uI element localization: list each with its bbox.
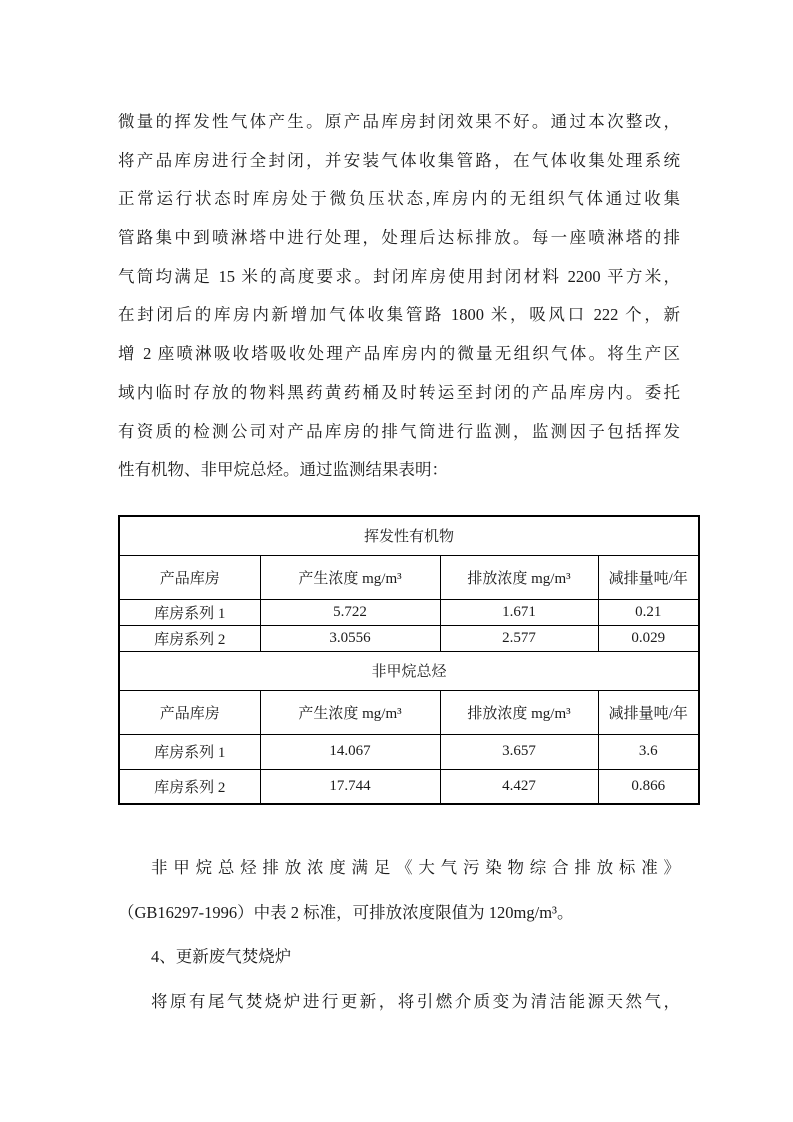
paragraph-line: 域内临时存放的物料黑药黄药桶及时转运至封闭的产品库房内。委托: [118, 382, 680, 402]
table-header-cell: 排放浓度 mg/m³: [440, 690, 598, 734]
paragraph-line: 将产品库房进行全封闭，并安装气体收集管路，在气体收集处理系统: [118, 150, 680, 170]
table-header-row: [119, 690, 699, 734]
monitoring-results-table: [118, 515, 700, 805]
table-cell: 0.21: [598, 599, 699, 625]
table-header-cell: 产品库房: [119, 555, 260, 599]
table-row: [119, 769, 699, 804]
paragraph-line: 性有机物、非甲烷总烃。通过监测结果表明：: [118, 460, 448, 480]
table-cell: 3.0556: [260, 625, 440, 651]
table-section-title-row: [119, 516, 699, 555]
paragraph-line: 增 2 座喷淋吸收塔吸收处理产品库房内的微量无组织气体。将生产区: [118, 344, 680, 364]
table-header-cell: 减排量吨/年: [598, 690, 699, 734]
table-cell: 14.067: [260, 734, 440, 769]
table-cell: 5.722: [260, 599, 440, 625]
table-cell: 3.6: [598, 734, 699, 769]
paragraph-line: 有资质的检测公司对产品库房的排气筒进行监测，监测因子包括挥发: [118, 421, 680, 441]
paragraph-line: 将原有尾气焚烧炉进行更新，将引燃介质变为清洁能源天然气，: [151, 991, 680, 1011]
table-cell: 库房系列 1: [119, 599, 260, 625]
paragraph-line: 在封闭后的库房内新增加气体收集管路 1800 米，吸风口 222 个，新: [118, 305, 680, 325]
table-cell: 库房系列 1: [119, 734, 260, 769]
paragraph-line: 非甲烷总烃排放浓度满足《大气污染物综合排放标准》: [151, 858, 680, 877]
paragraph-line: 管路集中到喷淋塔中进行处理，处理后达标排放。每一座喷淋塔的排: [118, 228, 680, 248]
table-section-title-nmhc: 非甲烷总烃: [119, 651, 699, 690]
table-header-cell: 产生浓度 mg/m³: [260, 690, 440, 734]
table-cell: 库房系列 2: [119, 625, 260, 651]
table-cell: 库房系列 2: [119, 769, 260, 804]
paragraph-line: （GB16297-1996）中表 2 标准，可排放浓度限值为 120mg/m³。: [118, 902, 574, 922]
table-cell: 0.866: [598, 769, 699, 804]
paragraph-line: 微量的挥发性气体产生。原产品库房封闭效果不好。通过本次整改，: [118, 112, 680, 131]
table-cell: 17.744: [260, 769, 440, 804]
paragraph-line: 正常运行状态时库房处于微负压状态,库房内的无组织气体通过收集: [118, 189, 680, 209]
table-header-cell: 减排量吨/年: [598, 555, 699, 599]
table-header-row: [119, 555, 699, 599]
table-header-cell: 产生浓度 mg/m³: [260, 555, 440, 599]
table-cell: 2.577: [440, 625, 598, 651]
table-cell: 4.427: [440, 769, 598, 804]
table-section-title-row: [119, 651, 699, 690]
table-header-cell: 产品库房: [119, 690, 260, 734]
table-cell: 3.657: [440, 734, 598, 769]
paragraph-line: 气筒均满足 15 米的高度要求。封闭库房使用封闭材料 2200 平方米，: [118, 266, 680, 286]
table-cell: 0.029: [598, 625, 699, 651]
table-section-title-voc: 挥发性有机物: [119, 516, 699, 555]
table-header-cell: 排放浓度 mg/m³: [440, 555, 598, 599]
table-cell: 1.671: [440, 599, 598, 625]
paragraph-remediation-description: [118, 103, 680, 490]
table-row: [119, 734, 699, 769]
table-row: [119, 625, 699, 651]
section-heading-4: 4、更新废气焚烧炉: [151, 947, 292, 967]
table-row: [119, 599, 699, 625]
bottom-text-block: [118, 846, 680, 1024]
